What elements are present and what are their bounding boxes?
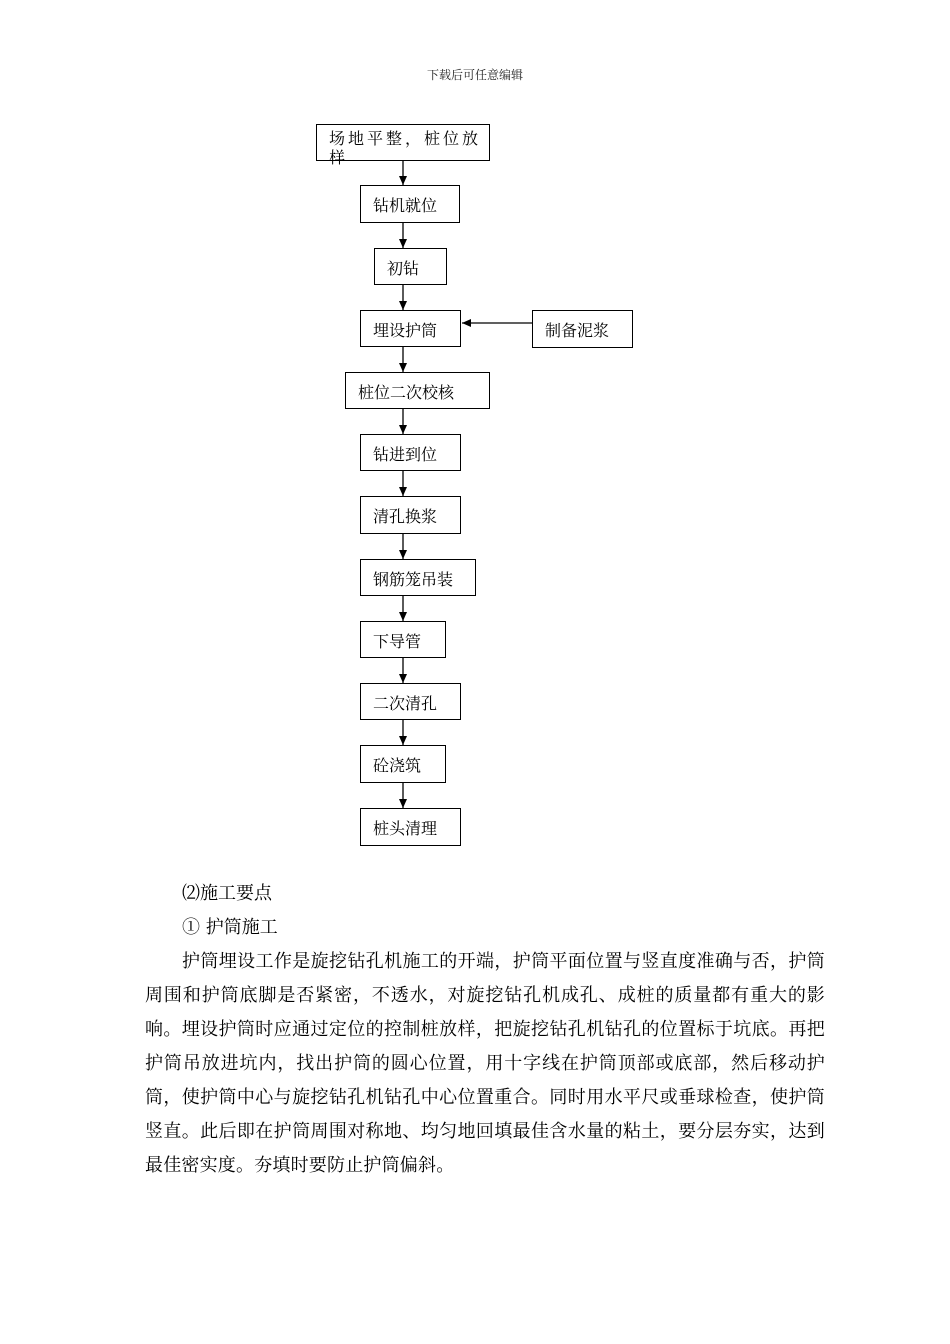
- flow-step-prepare-mud: 制备泥浆: [532, 310, 633, 348]
- flow-step-initial-drilling: 初钻: [374, 248, 447, 285]
- flow-step-casing-install: 埋设护筒: [360, 310, 461, 347]
- body-paragraph: 护筒埋设工作是旋挖钻孔机施工的开端，护筒平面位置与竖直度准确与否，护筒周围和护筒底脚是否紧密，不透水，对旋挖钻孔机成孔、成桩的质量都有重大的影响。埋设护筒时应通过定位的控制桩放样，把旋挖钻孔机钻孔的位置标于坑底。再把护筒吊放进坑内，找出护筒的圆心位置，用十字线在护筒顶部或底部，然后移动护筒，使护筒中心与旋挖钻孔机钻孔中心位置重合。同时用水平尺或垂球检查，使护筒竖直。此后即在护筒周围对称地、均匀地回填最佳含水量的粘土，要分层夯实，达到最佳密实度。夯填时要防止护筒偏斜。: [145, 951, 825, 1176]
- flow-step-cage-hoisting: 钢筋笼吊装: [360, 559, 476, 596]
- flow-step-pile-head-cleanup: 桩头清理: [360, 808, 461, 846]
- flow-step-concrete-pour: 砼浇筑: [360, 745, 446, 783]
- page-header: 下载后可任意编辑: [426, 68, 523, 82]
- flow-step-second-cleaning: 二次清孔: [360, 683, 461, 720]
- flow-step-rig-positioning: 钻机就位: [360, 185, 460, 223]
- flow-step-lower-tremie: 下导管: [360, 621, 446, 658]
- flow-step-site-leveling: 场地平整，桩位放样: [316, 124, 490, 161]
- flow-step-clean-hole: 清孔换浆: [360, 496, 461, 534]
- flow-step-pile-recheck: 桩位二次校核: [345, 372, 490, 409]
- flow-step-drill-to-depth: 钻进到位: [360, 434, 461, 471]
- subsection-title: ① 护筒施工: [182, 917, 278, 938]
- section-title: ⑵施工要点: [182, 883, 272, 904]
